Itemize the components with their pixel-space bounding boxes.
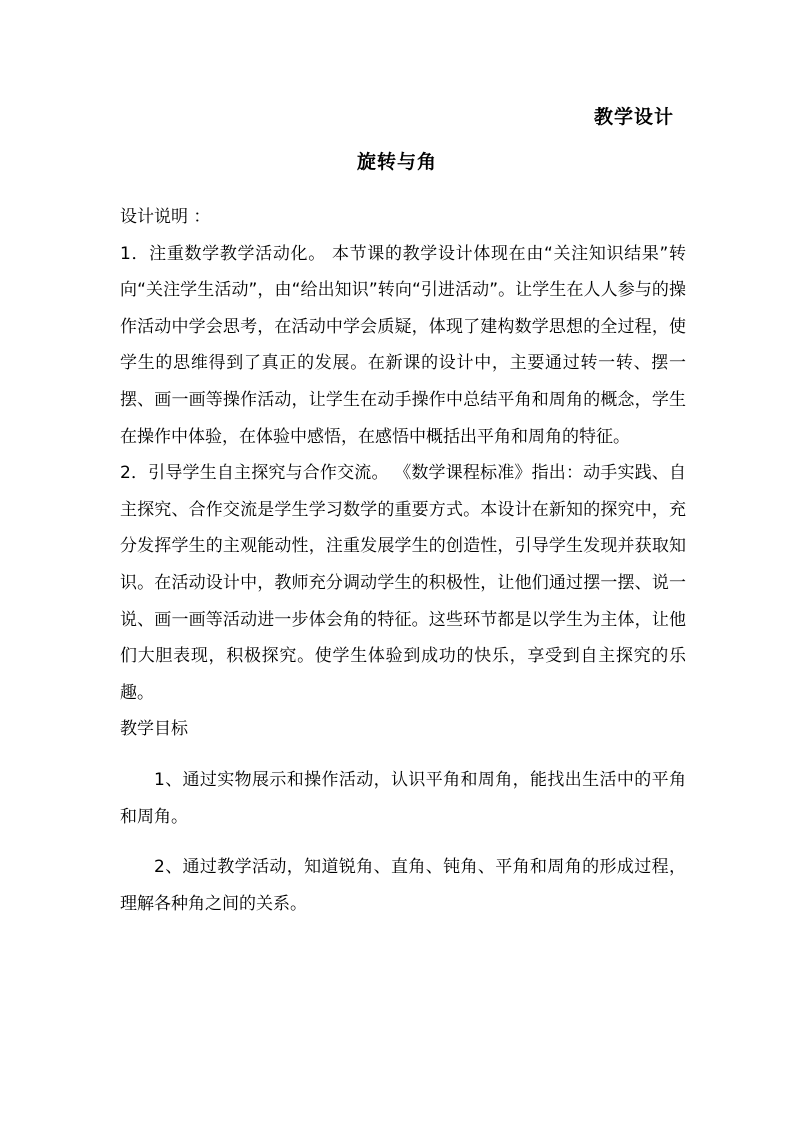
design-notes-heading: 设计说明 ： (120, 207, 211, 227)
document-body (120, 199, 686, 922)
teaching-goal-1: 1、通过实物展示和操作活动，认识平角和周角，能找出生活中的平角和周角。 (120, 769, 686, 827)
document-header: 教学设计 (593, 106, 674, 128)
teaching-goal-2: 2、通过教学活动，知道锐角、直角、钝角、平角和周角的形成过程，理解各种角之间的关系。 (120, 857, 686, 914)
document-title: 旋转与角 (356, 151, 437, 173)
design-point-2: 2．引导学生自主探究与合作交流。 《数学课程标准》指出：动手实践、自主探究、合作交流是学生学习数学的重要方式。本设计在新知的探究中，充分发挥学生的主观能动性，注重发展学生的创造性，引导学生发现并获取知识。在活动设计中，教师充分调动学生的积极性，让他们通过摆一摆、说一说、画一画等活动进一步体会角的特征。这些环节都是以学生为主体，让他们大胆表现，积极探究。使学生体验到成功的快乐，享受到自主探究的乐趣。 (120, 463, 686, 703)
teaching-goals-heading: 教学目标 (120, 719, 188, 740)
design-point-1: 1．注重数学教学活动化。 本节课的教学设计体现在由“关注知识结果”转向“关注学生活动”，由“给出知识”转向“引进活动”。让学生在人人参与的操作活动中学会思考，在活动中学会质疑，体现了建构数学思想的全过程，使学生的思维得到了真正的发展。在新课的设计中，主要通过转一转、摆一摆、画一画等操作活动，让学生在动手操作中总结平角和周角的概念，学生在操作中体验，在体验中感悟，在感悟中概括出平角和周角的特征。 (120, 243, 686, 447)
